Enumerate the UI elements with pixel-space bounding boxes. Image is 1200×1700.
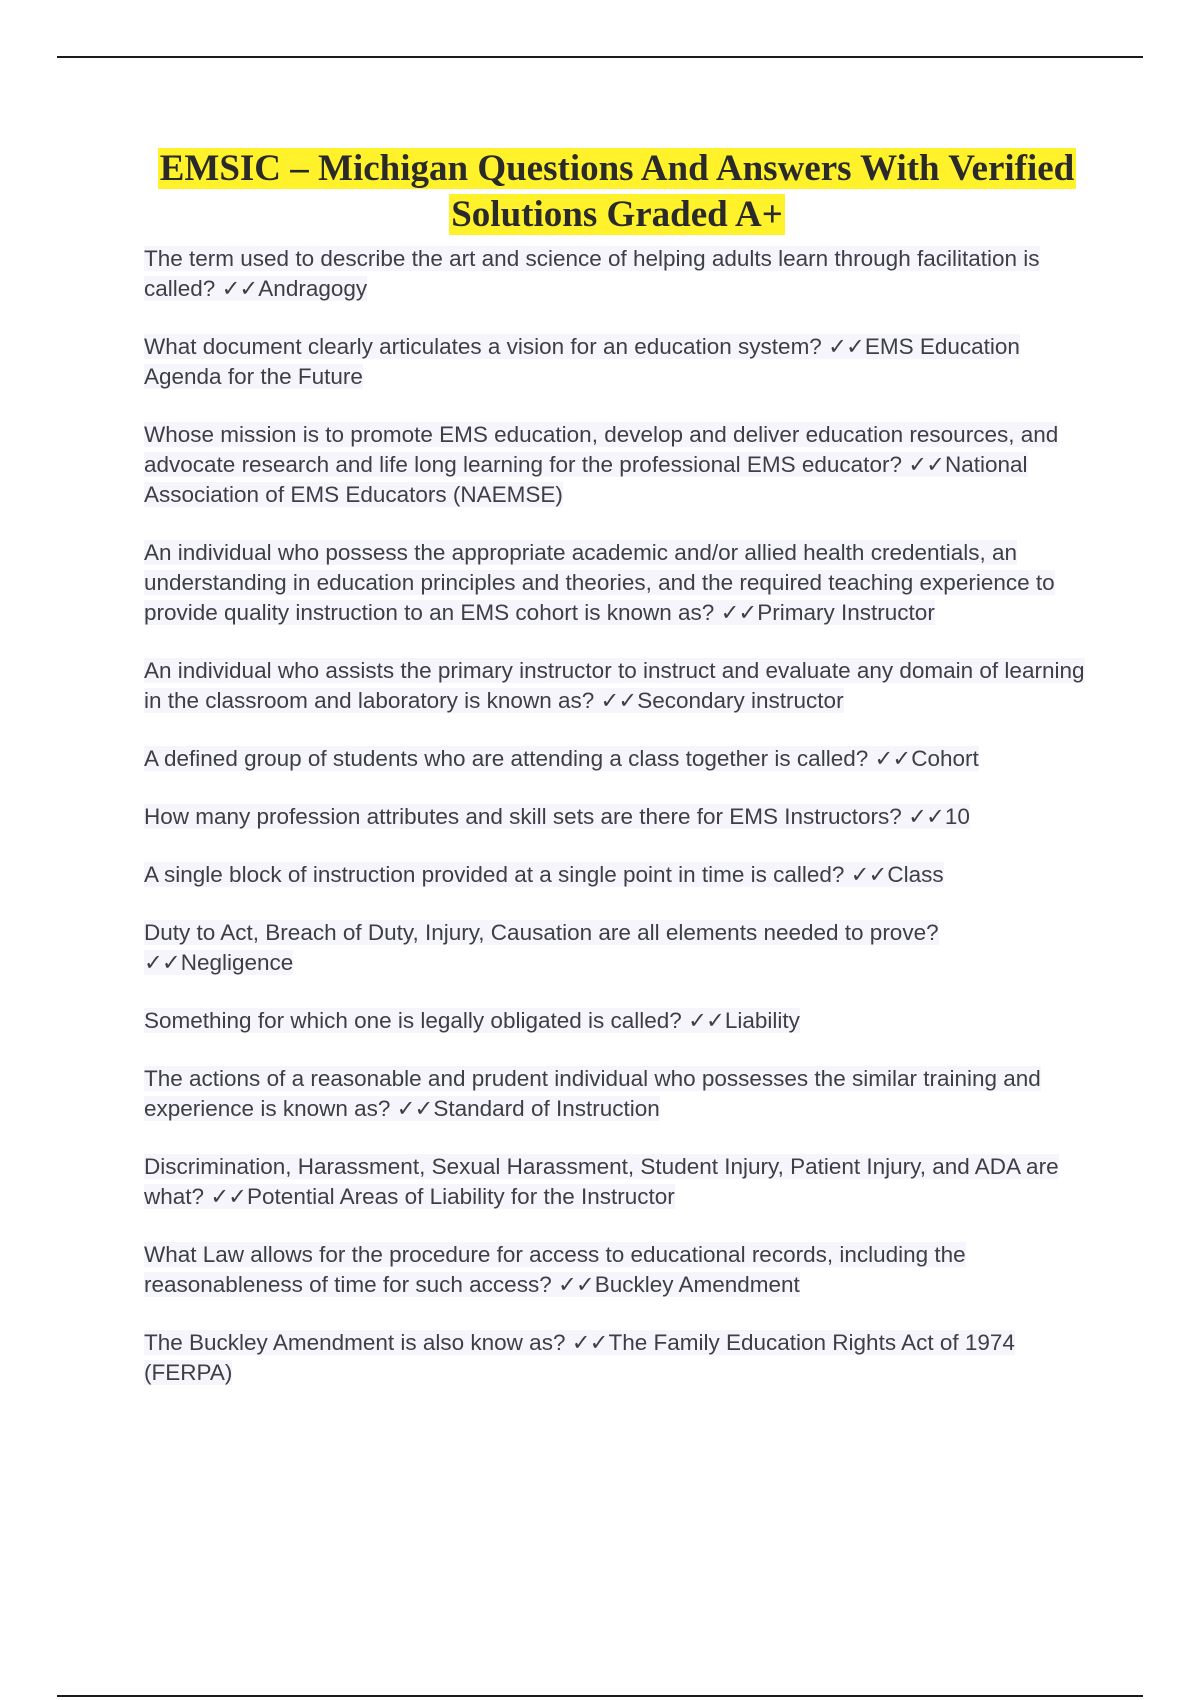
question-text: Discrimination, Harassment, Sexual Harassment, Student Injury, Patient Injury, and ADA are what? — [144, 1154, 1059, 1209]
answer-text: Cohort — [911, 746, 979, 771]
check-mark-icon: ✓✓ — [557, 1272, 594, 1297]
question-text: The actions of a reasonable and prudent individual who possesses the similar training and experience is known as? — [144, 1066, 1041, 1121]
qa-item-12 — [144, 1152, 1090, 1212]
check-mark-icon: ✓✓ — [210, 1184, 247, 1209]
question-text: A single block of instruction provided at a single point in time is called? — [144, 862, 845, 887]
answer-text: Potential Areas of Liability for the Instructor — [247, 1184, 675, 1209]
question-text: A defined group of students who are attending a class together is called? — [144, 746, 869, 771]
answer-text: 10 — [944, 804, 970, 829]
answer-text: Negligence — [180, 950, 294, 975]
question-text: Duty to Act, Breach of Duty, Injury, Causation are all elements needed to prove? — [144, 920, 939, 945]
document-body — [144, 146, 1090, 1416]
question-text: An individual who assists the primary instructor to instruct and evaluate any domain of learning in the classroom and laboratory is known as? — [144, 658, 1085, 713]
answer-text: National Association of EMS Educators (NAEMSE) — [144, 452, 1028, 507]
bottom-rule — [57, 1695, 1143, 1697]
document-title — [144, 146, 1090, 238]
qa-item-8 — [144, 860, 1090, 890]
document-title-text: EMSIC – Michigan Questions And Answers With Verified Solutions Graded A+ — [159, 148, 1075, 235]
question-text: An individual who possess the appropriate academic and/or allied health credentials, an understanding in education principles and theories, and the required teaching experience to provide quality instruction to an EMS cohort is known as? — [144, 540, 1055, 625]
qa-item-13 — [144, 1240, 1090, 1300]
check-mark-icon: ✓✓ — [221, 276, 258, 301]
qa-item-6 — [144, 744, 1090, 774]
qa-item-14 — [144, 1328, 1090, 1388]
answer-text: Andragogy — [258, 276, 368, 301]
check-mark-icon: ✓✓ — [908, 804, 944, 829]
check-mark-icon: ✓✓ — [144, 950, 180, 975]
answer-text: Liability — [724, 1008, 800, 1033]
qa-item-4 — [144, 538, 1090, 628]
qa-item-2 — [144, 332, 1090, 392]
question-text: The Buckley Amendment is also know as? — [144, 1330, 566, 1355]
check-mark-icon: ✓✓ — [571, 1330, 608, 1355]
qa-item-5 — [144, 656, 1090, 716]
top-rule — [57, 56, 1143, 58]
check-mark-icon: ✓✓ — [720, 600, 757, 625]
question-text: Whose mission is to promote EMS education, develop and deliver education resources, and advocate research and life long learning for the professional EMS educator? — [144, 422, 1059, 477]
check-mark-icon: ✓✓ — [600, 688, 637, 713]
answer-text: Class — [887, 862, 944, 887]
qa-item-7 — [144, 802, 1090, 832]
question-text: What Law allows for the procedure for access to educational records, including the reasonableness of time for such access? — [144, 1242, 966, 1297]
answer-text: Buckley Amendment — [594, 1272, 800, 1297]
answer-text: The Family Education Rights Act of 1974 (FERPA) — [144, 1330, 1015, 1385]
question-text: What document clearly articulates a vision for an education system? — [144, 334, 822, 359]
qa-item-3 — [144, 420, 1090, 510]
qa-item-11 — [144, 1064, 1090, 1124]
question-text: Something for which one is legally obligated is called? — [144, 1008, 682, 1033]
check-mark-icon: ✓✓ — [850, 862, 887, 887]
answer-text: Secondary instructor — [637, 688, 844, 713]
check-mark-icon: ✓✓ — [396, 1096, 433, 1121]
question-text: How many profession attributes and skill sets are there for EMS Instructors? — [144, 804, 902, 829]
check-mark-icon: ✓✓ — [828, 334, 864, 359]
qa-item-10 — [144, 1006, 1090, 1036]
question-text: The term used to describe the art and science of helping adults learn through facilitation is called? — [144, 246, 1040, 301]
answer-text: Standard of Instruction — [433, 1096, 660, 1121]
qa-item-9 — [144, 918, 1090, 978]
answer-text: Primary Instructor — [757, 600, 935, 625]
qa-item-1 — [144, 244, 1090, 304]
check-mark-icon: ✓✓ — [688, 1008, 724, 1033]
check-mark-icon: ✓✓ — [908, 452, 944, 477]
check-mark-icon: ✓✓ — [874, 746, 911, 771]
answer-text: EMS Education Agenda for the Future — [144, 334, 1020, 389]
